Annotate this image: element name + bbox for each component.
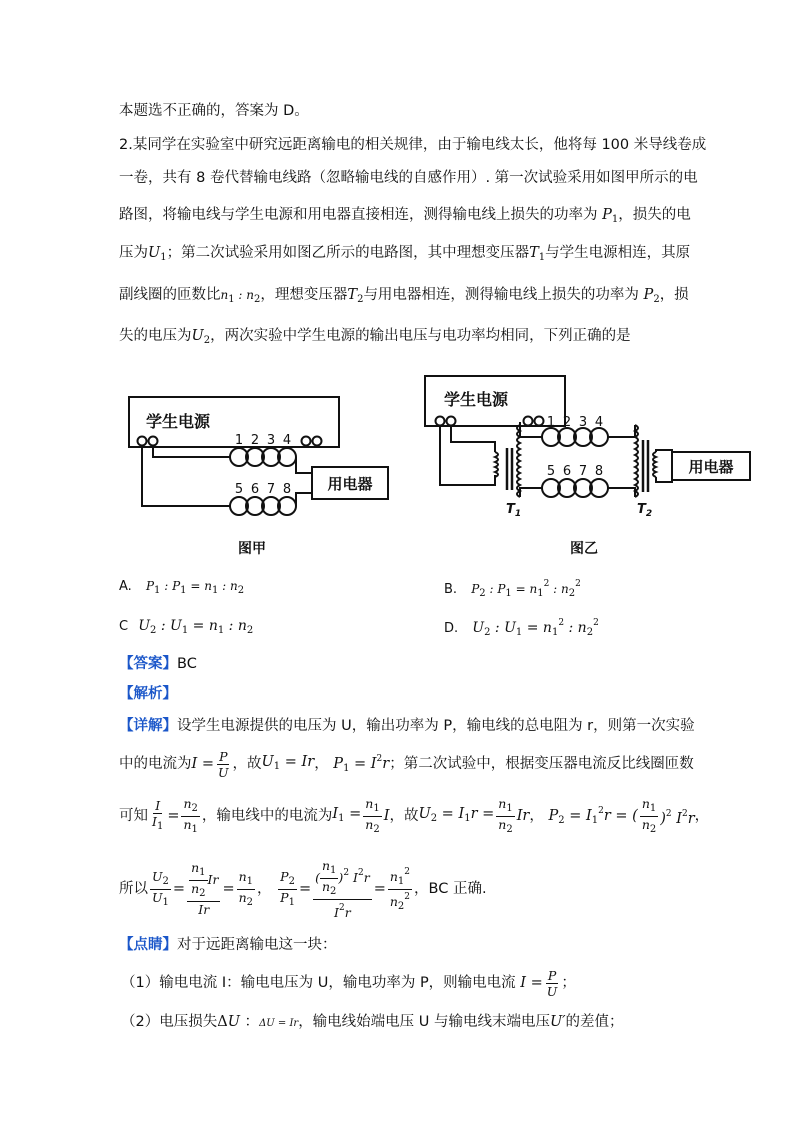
math-u1: $U_1$: [148, 245, 167, 263]
fig-a-terminal-4: [313, 437, 322, 446]
fig-b-coils-bottom: [542, 479, 608, 497]
svg-text:1: 1: [234, 433, 244, 448]
svg-text:2: 2: [250, 433, 260, 448]
question-line-4: 压为$U_1$；第二次试验采用如图乙所示的电路图，其中理想变压器$T_1$与学生电源相连，其原: [119, 245, 691, 263]
figure-a-circuit: [120, 385, 400, 560]
question-line-2: 一卷，共有 8 卷代替输电线路（忽略输电线的自感作用）. 第一次试验采用如图甲所示的电: [119, 170, 698, 186]
option-d[interactable]: D. $U_2$ : $U_1 = n_1^2$ : $n_2^2$: [444, 618, 599, 638]
remark-tag: 【点睛】: [119, 937, 177, 953]
fig-b-terminal-4: [535, 417, 544, 426]
svg-text:3: 3: [578, 415, 588, 430]
svg-text:2: 2: [562, 415, 572, 430]
math-p1: $P_1$: [602, 207, 619, 225]
fig-b-t1-label: $T_1$: [506, 502, 522, 519]
svg-text:7: 7: [266, 482, 276, 497]
remark-item-1: （1）输电电流 I：输电电压为 U，输电功率为 P，则输电电流 I = $\frac{P}{U}$ ；: [121, 967, 576, 999]
fig-b-coils-top: [542, 428, 608, 446]
fig-a-power-label: 学生电源: [146, 412, 211, 431]
option-c[interactable]: C $U_2$ : $U_1 = n_1$ : $n_2$: [119, 618, 254, 636]
detail-line-2: 中的电流为 I = $\frac{P}{U}$ ，故 $U_1 = Ir$ ， $P_1 = I^2r$ ；第二次试验中，根据变压器电流反比线圈匝数: [119, 748, 694, 780]
math-t1: $T_1$: [529, 245, 546, 263]
math-u2: $U_2$: [191, 328, 211, 346]
math-t2: $T_2$: [347, 287, 364, 305]
svg-text:8: 8: [282, 482, 292, 497]
fig-b-t2-label: $T_2$: [637, 502, 653, 519]
fig-a-terminal-2: [149, 437, 158, 446]
option-b[interactable]: B. $P_2$ : $P_1 = n_1^2$ : $n_2^2$: [444, 579, 581, 599]
fig-b-power-label: 学生电源: [444, 390, 509, 409]
fig-b-caption: 图乙: [570, 541, 598, 557]
fig-b-terminal-2: [447, 417, 456, 426]
math-p2: $P_2$: [643, 287, 660, 305]
fig-b-terminal-3: [524, 417, 533, 426]
analysis-tag: 【解析】: [119, 686, 177, 702]
svg-text:3: 3: [266, 433, 276, 448]
detail-line-4: 所以 $\frac{U_2}{U_1}$ = $\frac{n_1}{n_2}$ Ir Ir = $\frac{n_1}{n_2}$ ， $\frac{P_2}{P_1}$ = ( $\frac{n_1}{n_2}$ )$^2$ $I^2r$ $I^2r$ = $\frac{n_1^2}{n_2^2}$ ，BC 正确.: [119, 857, 487, 920]
detail-line-3: 可知 $\frac{I}{I_1}$ = $\frac{n_2}{n_1}$ ，输电线中的电流为 $I_1$ = $\frac{n_1}{n_2}$ I ，故 $U_2 = I_1r$ = $\frac{n_1}{n_2}$ Ir ， $P_2 = I_1^2r$ = ( $\frac{n_1}{n_2}$ )$^2$ $I^2r$ ，: [119, 795, 710, 835]
svg-text:8: 8: [594, 464, 604, 479]
detail-tag: 【详解】: [119, 718, 177, 734]
svg-text:6: 6: [562, 464, 572, 479]
fig-b-coil-numbers: [547, 415, 603, 479]
svg-text:5: 5: [546, 464, 556, 479]
fig-b-t2-secondary-coil: [653, 452, 656, 477]
remark-line: 【点睛】对于远距离输电这一块：: [119, 937, 337, 953]
fig-a-caption: 图甲: [238, 541, 266, 557]
question-line-5: 副线圈的匝数比$n_1$ : $n_2$，理想变压器$T_2$与用电器相连，测得输电线上损失的功率为 $P_2$，损: [119, 287, 689, 305]
fig-b-load-label: 用电器: [688, 458, 734, 476]
fig-a-terminal-1: [138, 437, 147, 446]
fig-b-t2-primary-coil: [635, 425, 638, 497]
fig-b-t1-primary-coil: [495, 452, 498, 477]
remark-item-2: （2）电压损失ΔU ：ΔU = Ir，输电线始端电压 U 与输电线末端电压U′的差值；: [121, 1014, 624, 1030]
detail-line-1: 【详解】设学生电源提供的电压为 U，输出功率为 P，输电线的总电阻为 r，则第一次实验: [119, 718, 695, 734]
math-p1-eq-i2r: $P_1 = I^2r$: [333, 754, 390, 774]
math-i-eq-p-over-u: I =: [191, 756, 214, 772]
question-line-1: 2.某同学在实验室中研究远距离输电的相关规律，由于输电线太长，他将每 100 米导线卷成: [119, 137, 707, 153]
svg-text:6: 6: [250, 482, 260, 497]
fig-a-coils-top: [230, 448, 296, 466]
svg-text:1: 1: [546, 415, 556, 430]
svg-text:4: 4: [282, 433, 292, 448]
question-line-3: 路图，将输电线与学生电源和用电器直接相连，测得输电线上损失的功率为 $P_1$，损失的电: [119, 207, 691, 225]
fig-b-terminal-1: [436, 417, 445, 426]
svg-text:7: 7: [578, 464, 588, 479]
fig-a-coils-bottom: [230, 497, 296, 515]
math-u1-eq-ir: $U_1 = Ir$: [261, 753, 315, 772]
answer-line: [119, 654, 197, 674]
question-number: 2.: [119, 137, 133, 153]
figure-b-circuit: [420, 370, 760, 520]
option-a[interactable]: A. $P_1$ : $P_1 = n_1$ : $n_2$: [119, 579, 245, 596]
fig-a-load-label: 用电器: [327, 475, 373, 493]
answer-value: BC: [177, 656, 197, 672]
svg-text:5: 5: [234, 482, 244, 497]
math-ratio-n1-n2: $n_1$ : $n_2$: [220, 288, 261, 305]
question-line-6: 失的电压为$U_2$，两次实验中学生电源的输出电压与电功率均相同，下列正确的是: [119, 328, 631, 346]
answer-tag: 【答案】: [119, 656, 177, 672]
fig-a-terminal-3: [302, 437, 311, 446]
svg-text:4: 4: [594, 415, 604, 430]
intro-line: 本题选不正确的，答案为 D。: [119, 103, 309, 119]
